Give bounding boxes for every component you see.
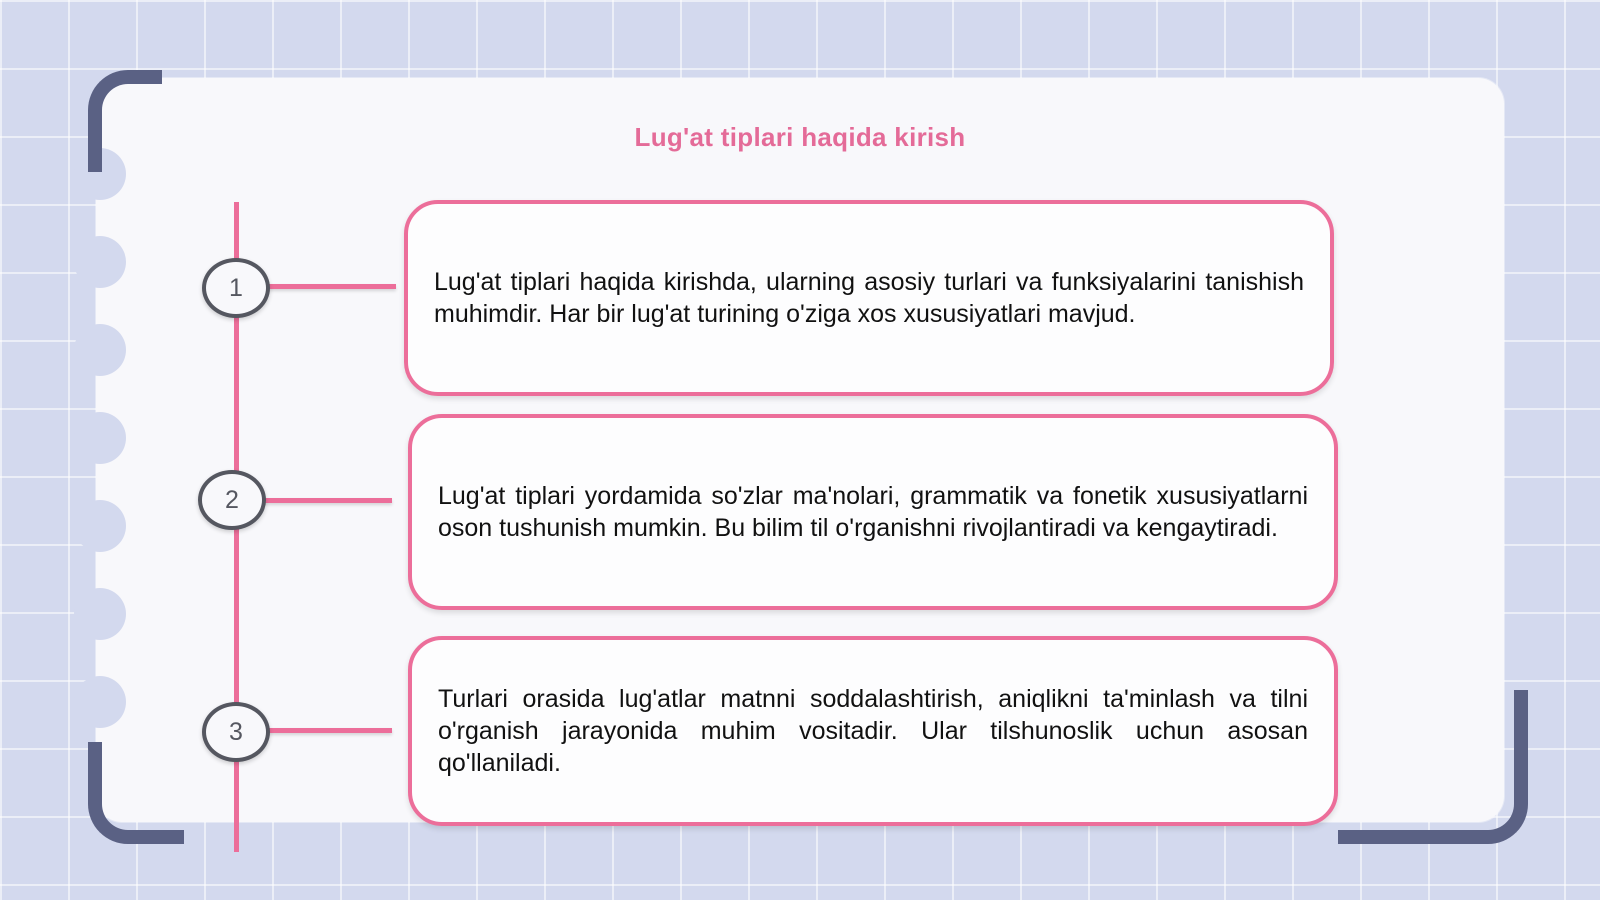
step-number-3: 3	[202, 702, 270, 762]
slide-title: Lug'at tiplari haqida kirish	[634, 122, 966, 152]
step-card-3	[408, 636, 1338, 826]
timeline-connector	[262, 498, 392, 503]
binder-notch	[74, 500, 126, 552]
binder-notch	[74, 324, 126, 376]
binder-notch	[74, 412, 126, 464]
step-number-1: 1	[202, 258, 270, 318]
step-card-text: Turlari orasida lug'atlar matnni soddalashtirish, aniqlikni ta'minlash va tilni o'rganish jarayonida muhim vositadir. Ular tilshunoslik uchun asosan qo'llaniladi.	[438, 685, 1308, 777]
step-card-1	[404, 200, 1334, 396]
corner-bracket-top-left	[88, 70, 162, 172]
step-number-2: 2	[198, 470, 266, 530]
step-card-text: Lug'at tiplari haqida kirishda, ularning asosiy turlari va funksiyalarini tanishish muhimdir. Har bir lug'at turining o'ziga xos xususiyatlari mavjud.	[434, 268, 1304, 328]
step-card-2	[408, 414, 1338, 610]
step-card-text: Lug'at tiplari yordamida so'zlar ma'nolari, grammatik va fonetik xususiyatlarni oson tushunish mumkin. Bu bilim til o'rganishni rivojlantiradi va kengaytiradi.	[438, 482, 1308, 542]
timeline-connector	[266, 284, 396, 289]
binder-notch	[74, 676, 126, 728]
timeline-connector	[266, 728, 392, 733]
binder-notch	[74, 588, 126, 640]
corner-bracket-bottom-right	[1338, 690, 1528, 844]
corner-bracket-bottom-left	[88, 742, 184, 844]
binder-notch	[74, 236, 126, 288]
